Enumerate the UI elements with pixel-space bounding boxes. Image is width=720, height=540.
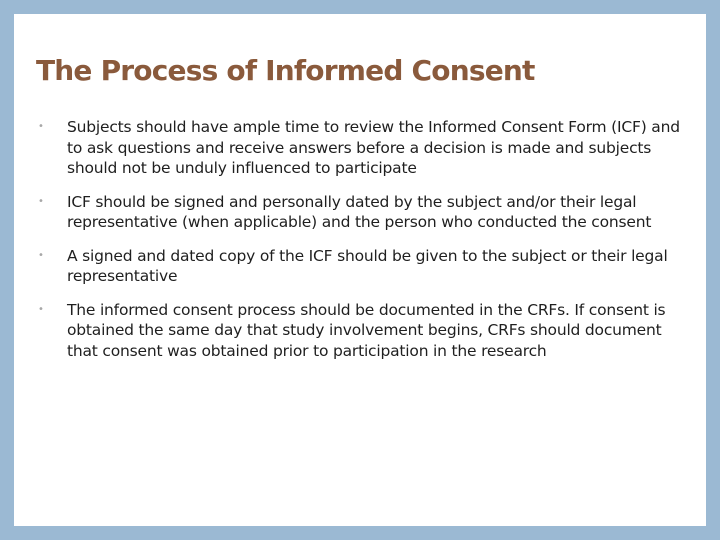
slide-title: The Process of Informed Consent bbox=[36, 54, 535, 87]
bullet-icon: • bbox=[38, 249, 44, 261]
bullet-text: Subjects should have ample time to review the Informed Consent Form (ICF) and to ask questions and receive answers before a decision is made and subjects should not be unduly influenced to participate bbox=[67, 118, 680, 177]
bullet-item bbox=[36, 192, 696, 233]
bullet-text: The informed consent process should be documented in the CRFs. If consent is obtained the same day that study involvement begins, CRFs should document that consent was obtained prior to participation in the research bbox=[67, 300, 666, 360]
bullet-text: ICF should be signed and personally dated by the subject and/or their legal representative (when applicable) and the person who conducted the consent bbox=[67, 192, 652, 231]
bullet-item bbox=[36, 246, 696, 287]
bullet-item bbox=[36, 300, 696, 362]
bullet-item bbox=[36, 117, 696, 179]
bullet-icon: • bbox=[38, 195, 44, 207]
bullet-list bbox=[36, 117, 696, 374]
slide bbox=[14, 14, 706, 526]
bullet-icon: • bbox=[38, 303, 44, 315]
bullet-icon: • bbox=[38, 121, 44, 132]
bullet-text: A signed and dated copy of the ICF should be given to the subject or their legal representative bbox=[67, 246, 668, 285]
